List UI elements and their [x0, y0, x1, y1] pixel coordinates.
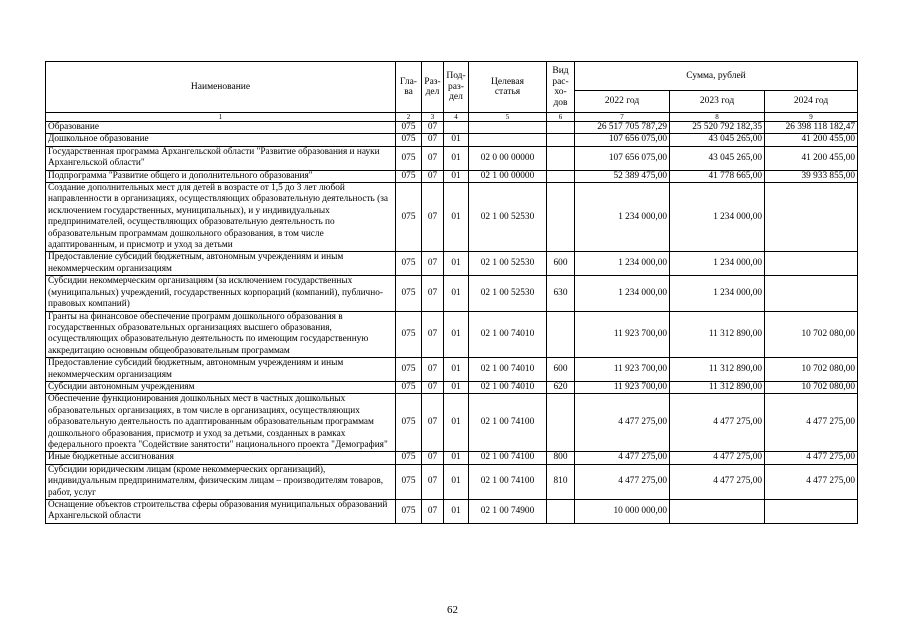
row-target: 02 1 00 74010	[469, 311, 547, 358]
table-row	[46, 452, 858, 464]
row-glava: 075	[396, 252, 422, 276]
row-target: 02 0 00 00000	[469, 146, 547, 170]
row-sum-2023: 25 520 792 182,35	[670, 122, 765, 134]
row-target: 02 1 00 52530	[469, 276, 547, 311]
table-row	[46, 358, 858, 382]
row-sum-2023: 1 234 000,00	[670, 252, 765, 276]
row-razdel: 07	[422, 381, 444, 393]
row-podrazdel: 01	[444, 452, 469, 464]
row-vid	[547, 146, 575, 170]
header-razdel: Раз- дел	[422, 62, 444, 113]
row-razdel: 07	[422, 358, 444, 382]
row-name: Субсидии автономным учреждениям	[46, 381, 396, 393]
row-glava: 075	[396, 500, 422, 524]
row-razdel: 07	[422, 134, 444, 146]
page-number: 62	[447, 604, 458, 616]
row-sum-2024: 26 398 118 182,47	[765, 122, 858, 134]
row-sum-2023: 43 045 265,00	[670, 134, 765, 146]
column-index-row	[46, 113, 858, 122]
row-glava: 075	[396, 122, 422, 134]
row-glava: 075	[396, 134, 422, 146]
row-sum-2022: 4 477 275,00	[575, 464, 670, 499]
row-sum-2024: 4 477 275,00	[765, 464, 858, 499]
row-sum-2022: 1 234 000,00	[575, 276, 670, 311]
row-razdel: 07	[422, 276, 444, 311]
row-podrazdel: 01	[444, 464, 469, 499]
row-target: 02 1 00 74100	[469, 464, 547, 499]
row-name: Подпрограмма "Развитие общего и дополнительного образования"	[46, 170, 396, 182]
row-glava: 075	[396, 358, 422, 382]
row-target	[469, 134, 547, 146]
row-target: 02 1 00 74100	[469, 394, 547, 452]
row-podrazdel: 01	[444, 183, 469, 252]
row-glava: 075	[396, 464, 422, 499]
row-sum-2023: 11 312 890,00	[670, 358, 765, 382]
row-sum-2023: 11 312 890,00	[670, 311, 765, 358]
header-vid: Вид рас- хо- дов	[547, 62, 575, 113]
row-glava: 075	[396, 146, 422, 170]
row-sum-2024: 39 933 855,00	[765, 170, 858, 182]
row-podrazdel: 01	[444, 381, 469, 393]
row-sum-2022: 52 389 475,00	[575, 170, 670, 182]
row-sum-2024: 10 702 080,00	[765, 381, 858, 393]
row-target: 02 1 00 00000	[469, 170, 547, 182]
header-target: Целевая статья	[469, 62, 547, 113]
row-razdel: 07	[422, 311, 444, 358]
row-podrazdel: 01	[444, 170, 469, 182]
row-name: Создание дополнительных мест для детей в возрасте от 1,5 до 3 лет любой направленности в организациях, осуществляющих образовательную деятельность (за исключением государственных, муниципальных), и у индивидуальных предпринимателей, осуществляющих образовательную деятельность по образовательным программам дошкольного образования, в том числе адаптированным, и присмотр и уход за детьми	[46, 183, 396, 252]
row-vid	[547, 134, 575, 146]
row-vid	[547, 170, 575, 182]
row-podrazdel: 01	[444, 252, 469, 276]
header-year-2024: 2024 год	[765, 91, 858, 113]
table-row	[46, 183, 858, 252]
row-vid	[547, 122, 575, 134]
row-sum-2022: 11 923 700,00	[575, 381, 670, 393]
row-glava: 075	[396, 311, 422, 358]
table-row	[46, 134, 858, 146]
row-sum-2023: 41 778 665,00	[670, 170, 765, 182]
row-podrazdel: 01	[444, 134, 469, 146]
row-vid: 630	[547, 276, 575, 311]
row-name: Гранты на финансовое обеспечение программ дошкольного образования в государственных образовательных организациях высшего образования, осуществляющих образовательную деятельность по имеющим государственную аккредитацию основным общеобразовательным программам	[46, 311, 396, 358]
row-podrazdel: 01	[444, 394, 469, 452]
column-index: 6	[547, 113, 575, 122]
table-row	[46, 146, 858, 170]
row-sum-2023: 1 234 000,00	[670, 183, 765, 252]
column-index: 8	[670, 113, 765, 122]
table-row	[46, 464, 858, 499]
row-sum-2024	[765, 183, 858, 252]
row-sum-2022: 1 234 000,00	[575, 183, 670, 252]
column-index: 3	[422, 113, 444, 122]
row-sum-2023: 4 477 275,00	[670, 394, 765, 452]
row-name: Иные бюджетные ассигнования	[46, 452, 396, 464]
row-vid: 800	[547, 452, 575, 464]
row-razdel: 07	[422, 122, 444, 134]
row-name: Субсидии юридическим лицам (кроме некоммерческих организаций), индивидуальным предпринимателям, физическим лицам – производителям товаров, работ, услуг	[46, 464, 396, 499]
row-target: 02 1 00 74010	[469, 381, 547, 393]
budget-table	[45, 61, 858, 524]
row-name: Дошкольное образование	[46, 134, 396, 146]
row-sum-2024: 41 200 455,00	[765, 134, 858, 146]
row-sum-2022: 11 923 700,00	[575, 311, 670, 358]
row-podrazdel: 01	[444, 311, 469, 358]
header-year-2022: 2022 год	[575, 91, 670, 113]
row-target: 02 1 00 74100	[469, 452, 547, 464]
row-vid	[547, 183, 575, 252]
row-sum-2022: 107 656 075,00	[575, 134, 670, 146]
row-sum-2023	[670, 500, 765, 524]
row-sum-2023: 43 045 265,00	[670, 146, 765, 170]
row-sum-2022: 26 517 705 787,29	[575, 122, 670, 134]
row-razdel: 07	[422, 452, 444, 464]
row-vid: 600	[547, 358, 575, 382]
budget-table-sheet	[45, 61, 857, 524]
row-podrazdel: 01	[444, 500, 469, 524]
header-glava: Гла- ва	[396, 62, 422, 113]
row-name: Субсидии некоммерческим организациям (за исключением государственных (муниципальных) учреждений, государственных корпораций (компаний), публично-правовых компаний)	[46, 276, 396, 311]
row-razdel: 07	[422, 464, 444, 499]
table-row	[46, 170, 858, 182]
column-index: 9	[765, 113, 858, 122]
row-sum-2023: 4 477 275,00	[670, 452, 765, 464]
row-glava: 075	[396, 170, 422, 182]
row-target: 02 1 00 74900	[469, 500, 547, 524]
column-index: 5	[469, 113, 547, 122]
table-row	[46, 381, 858, 393]
row-vid	[547, 394, 575, 452]
row-vid: 600	[547, 252, 575, 276]
column-index: 4	[444, 113, 469, 122]
header-name: Наименование	[46, 62, 396, 113]
row-sum-2023: 4 477 275,00	[670, 464, 765, 499]
row-sum-2022: 4 477 275,00	[575, 452, 670, 464]
row-sum-2024: 4 477 275,00	[765, 452, 858, 464]
row-razdel: 07	[422, 183, 444, 252]
row-sum-2024: 10 702 080,00	[765, 311, 858, 358]
row-sum-2024	[765, 252, 858, 276]
table-row	[46, 276, 858, 311]
row-target	[469, 122, 547, 134]
row-vid: 620	[547, 381, 575, 393]
column-index: 1	[46, 113, 396, 122]
row-name: Предоставление субсидий бюджетным, автономным учреждениям и иным некоммерческим организациям	[46, 358, 396, 382]
row-sum-2024: 41 200 455,00	[765, 146, 858, 170]
row-vid	[547, 311, 575, 358]
header-podrazdel: Под- раз- дел	[444, 62, 469, 113]
table-row	[46, 311, 858, 358]
row-sum-2022: 107 656 075,00	[575, 146, 670, 170]
row-glava: 075	[396, 183, 422, 252]
row-sum-2024: 10 702 080,00	[765, 358, 858, 382]
row-glava: 075	[396, 394, 422, 452]
header-sum: Сумма, рублей	[575, 62, 858, 91]
table-row	[46, 122, 858, 134]
table-row	[46, 252, 858, 276]
row-razdel: 07	[422, 394, 444, 452]
row-name: Государственная программа Архангельской области "Развитие образования и науки Архангельской области"	[46, 146, 396, 170]
row-razdel: 07	[422, 500, 444, 524]
row-sum-2022: 10 000 000,00	[575, 500, 670, 524]
row-sum-2023: 11 312 890,00	[670, 381, 765, 393]
row-sum-2022: 4 477 275,00	[575, 394, 670, 452]
row-sum-2022: 1 234 000,00	[575, 252, 670, 276]
row-sum-2024	[765, 500, 858, 524]
row-sum-2024: 4 477 275,00	[765, 394, 858, 452]
row-razdel: 07	[422, 146, 444, 170]
row-podrazdel	[444, 122, 469, 134]
row-target: 02 1 00 52530	[469, 252, 547, 276]
row-vid	[547, 500, 575, 524]
row-glava: 075	[396, 276, 422, 311]
row-name: Предоставление субсидий бюджетным, автономным учреждениям и иным некоммерческим организациям	[46, 252, 396, 276]
row-razdel: 07	[422, 170, 444, 182]
column-index: 2	[396, 113, 422, 122]
row-name: Обеспечение функционирования дошкольных мест в частных дошкольных образовательных организациях, в том числе в организациях, осуществляющих образовательную деятельность по адаптированным образовательным программам дошкольного образования, присмотр и уход за детьми, созданных в рамках федерального проекта "Содействие занятости" национального проекта "Демография"	[46, 394, 396, 452]
table-row	[46, 500, 858, 524]
header-year-2023: 2023 год	[670, 91, 765, 113]
table-row	[46, 394, 858, 452]
row-sum-2022: 11 923 700,00	[575, 358, 670, 382]
row-target: 02 1 00 74010	[469, 358, 547, 382]
row-vid: 810	[547, 464, 575, 499]
row-sum-2023: 1 234 000,00	[670, 276, 765, 311]
row-razdel: 07	[422, 252, 444, 276]
row-podrazdel: 01	[444, 276, 469, 311]
row-target: 02 1 00 52530	[469, 183, 547, 252]
column-index: 7	[575, 113, 670, 122]
row-name: Образование	[46, 122, 396, 134]
row-sum-2024	[765, 276, 858, 311]
row-podrazdel: 01	[444, 358, 469, 382]
row-glava: 075	[396, 452, 422, 464]
row-glava: 075	[396, 381, 422, 393]
row-podrazdel: 01	[444, 146, 469, 170]
row-name: Оснащение объектов строительства сферы образования муниципальных образований Архангельской области	[46, 500, 396, 524]
